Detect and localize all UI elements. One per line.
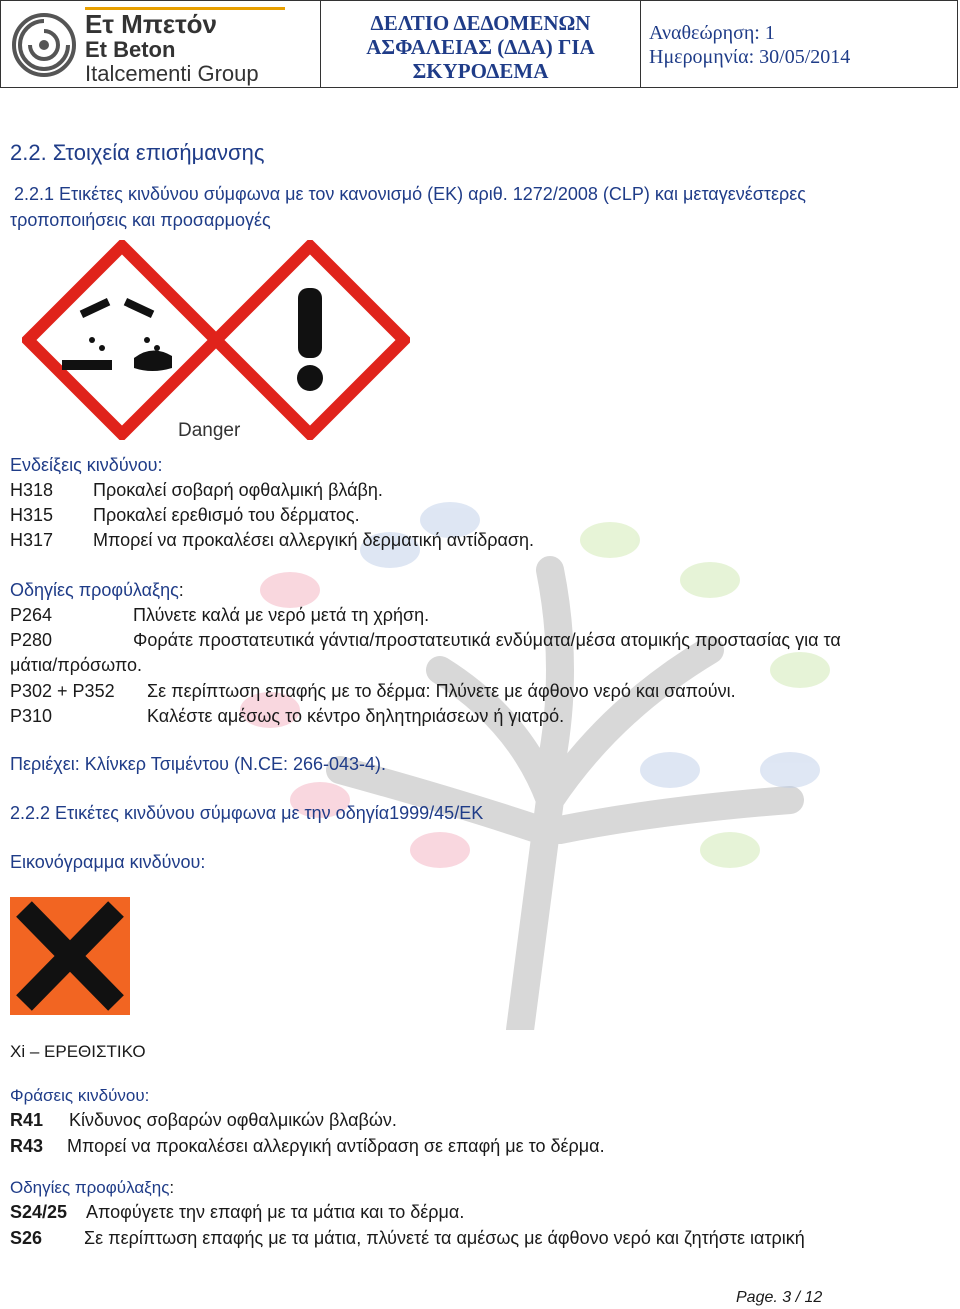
- precaution-code: P302 + P352: [10, 681, 115, 701]
- document-title: [321, 1, 641, 87]
- subsection-2-2-1-cont: τροποποιήσεις και προσαρμογές: [10, 210, 271, 230]
- s-text: Σε περίπτωση επαφής με τα μάτια, πλύνετέ τα αμέσως με άφθονο νερό και ζητήστε ιατρική: [84, 1228, 805, 1248]
- company-logo-icon: [11, 9, 77, 81]
- logo-text-greek: Ετ Μπετόν: [85, 9, 218, 39]
- xi-label: Xi – ΕΡΕΘΙΣΤΙΚΟ: [10, 1042, 146, 1061]
- r-phrases-title: Φράσεις κινδύνου:: [10, 1086, 150, 1105]
- s-code: S26: [10, 1228, 43, 1248]
- revision-text: Αναθεώρηση: 1: [649, 22, 775, 44]
- signal-word: Danger: [178, 420, 241, 441]
- page-number: Page. 3 / 12: [736, 1289, 823, 1306]
- s-code: S24/25: [10, 1202, 68, 1222]
- irritant-x-pictogram-icon: [10, 897, 130, 1015]
- precaution-text: Σε περίπτωση επαφής με το δέρμα: Πλύνετε με άφθονο νερό και σαπούνι.: [147, 681, 736, 701]
- revision-cell: [641, 1, 959, 87]
- subsection-2-2-1: 2.2.1 Ετικέτες κινδύνου σύμφωνα με τον κανονισμό (ΕΚ) αριθ. 1272/2008 (CLP) και μεταγενέστερες: [14, 184, 806, 204]
- precaution-title-colon: :: [178, 580, 184, 600]
- title-line-1: ΔΕΛΤΙΟ ΔΕΔΟΜΕΝΩΝ: [370, 11, 591, 35]
- r-text: Μπορεί να προκαλέσει αλλεργική αντίδραση σε επαφή με το δέρμα.: [67, 1136, 605, 1156]
- hazard-code: H315: [10, 505, 54, 525]
- subsection-2-2-2: 2.2.2 Ετικέτες κινδύνου σύμφωνα με την οδηγία1999/45/ΕΚ: [10, 803, 484, 823]
- hazard-text: Μπορεί να προκαλέσει αλλεργική δερματική αντίδραση.: [93, 530, 535, 550]
- r-code: R43: [10, 1136, 44, 1156]
- precaution-text: Φοράτε προστατευτικά γάντια/προστατευτικά ενδύματα/μέσα ατομικής προστασίας για τα: [133, 630, 841, 650]
- r-text: Κίνδυνος σοβαρών οφθαλμικών βλαβών.: [69, 1110, 397, 1130]
- precaution-title-text: Οδηγίες προφύλαξης: [10, 580, 179, 600]
- r-code: R41: [10, 1110, 44, 1130]
- s-text: Αποφύγετε την επαφή με τα μάτια και το δέρμα.: [86, 1202, 465, 1222]
- s-title-colon: :: [169, 1178, 175, 1197]
- logo-cell: [1, 1, 321, 87]
- hazard-title: Ενδείξεις κινδύνου:: [10, 455, 163, 475]
- pictogram-title: Εικονόγραμμα κινδύνου:: [10, 852, 206, 872]
- precaution-title: [10, 580, 184, 601]
- s-phrases-title: [10, 1178, 174, 1198]
- tree-watermark: [190, 470, 950, 1030]
- contains-label: Περιέχει:: [10, 754, 80, 774]
- precaution-code: P310: [10, 706, 53, 726]
- logo-text-latin: Et Beton: [85, 37, 176, 62]
- corrosion-pictogram-icon: [22, 240, 222, 440]
- title-line-2: ΑΣΦΑΛΕΙΑΣ (ΔΔΑ) ΓΙΑ: [366, 35, 595, 59]
- precaution-code: P264: [10, 605, 53, 625]
- document-header: [0, 0, 958, 88]
- precaution-text: Πλύνετε καλά με νερό μετά τη χρήση.: [133, 605, 430, 625]
- section-heading: 2.2. Στοιχεία επισήμανσης: [10, 140, 265, 165]
- logo-text-group: Italcementi Group: [85, 61, 259, 86]
- s-title-text: Οδηγίες προφύλαξης: [10, 1178, 170, 1197]
- contains-value: Κλίνκερ Τσιμέντου (Ν.CE: 266-043-4).: [84, 754, 387, 774]
- contains-line: [10, 754, 386, 775]
- hazard-text: Προκαλεί σοβαρή οφθαλμική βλάβη.: [93, 480, 383, 500]
- date-text: Ημερομηνία: 30/05/2014: [649, 46, 851, 68]
- precaution-text: Καλέστε αμέσως το κέντρο δηλητηριάσεων ή γιατρό.: [147, 706, 565, 726]
- precaution-text-cont: μάτια/πρόσωπο.: [10, 655, 143, 675]
- hazard-code: H318: [10, 480, 54, 500]
- exclamation-pictogram-icon: [210, 240, 410, 440]
- precaution-code: P280: [10, 630, 53, 650]
- hazard-code: H317: [10, 530, 54, 550]
- hazard-text: Προκαλεί ερεθισμό του δέρματος.: [93, 505, 360, 525]
- title-line-3: ΣΚΥΡΟΔΕΜΑ: [412, 59, 549, 83]
